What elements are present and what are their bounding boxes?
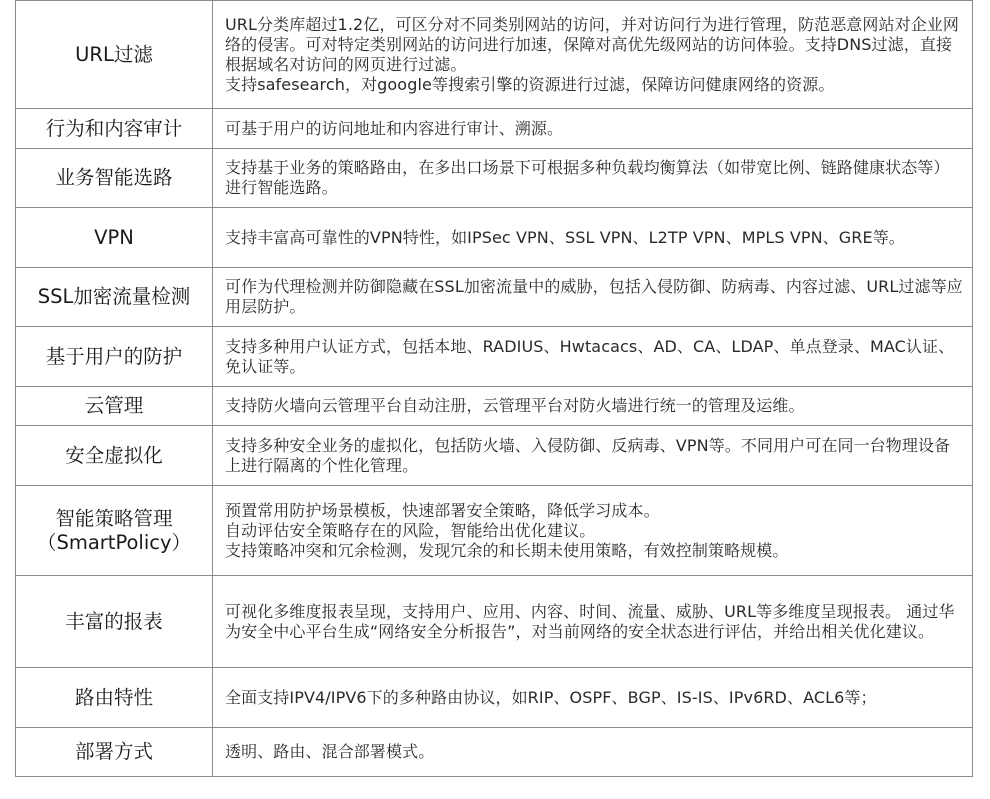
- table-row: [16, 149, 973, 208]
- feature-description-cell: [213, 426, 973, 486]
- table-row: [16, 208, 973, 268]
- table-row: [16, 387, 973, 426]
- feature-name: 行为和内容审计: [45, 116, 183, 140]
- feature-name: SSL加密流量检测: [37, 285, 191, 308]
- feature-name-cell: [16, 149, 213, 208]
- feature-name-cell: [16, 576, 213, 668]
- feature-description: 支持防火墙向云管理平台自动注册，云管理平台对防火墙进行统一的管理及运维。: [225, 396, 805, 415]
- feature-description-cell: [213, 149, 973, 208]
- feature-description-cell: [213, 728, 973, 777]
- feature-description: 预置常用防护场景模板，快速部署安全策略，降低学习成本。: [225, 500, 660, 520]
- table-row: [16, 576, 973, 668]
- feature-name-cell: [16, 268, 213, 327]
- table-row: [16, 728, 973, 777]
- feature-description: 支持多种用户认证方式，包括本地、RADIUS、Hwtacacs、AD、CA、LDAP、单点登录、MAC认证、免认证等。: [225, 336, 955, 376]
- feature-description-cell: [213, 1, 973, 109]
- feature-description: 支持多种安全业务的虚拟化，包括防火墙、入侵防御、反病毒、VPN等。不同用户可在同一台物理设备上进行隔离的个性化管理。: [225, 435, 951, 475]
- feature-description-cell: [213, 327, 973, 387]
- feature-description: 可作为代理检测并防御隐藏在SSL加密流量中的威胁，包括入侵防御、防病毒、内容过滤、URL过滤等应用层防护。: [225, 277, 963, 316]
- feature-description-cell: [213, 486, 973, 576]
- feature-description: 可基于用户的访问地址和内容进行审计、溯源。: [225, 118, 564, 138]
- feature-name: 丰富的报表: [65, 609, 163, 633]
- feature-description-cell: [213, 109, 973, 149]
- table-row: [16, 426, 973, 486]
- feature-name: URL过滤: [75, 42, 153, 66]
- feature-name-cell: [16, 668, 213, 728]
- feature-description: 支持策略冲突和冗余检测，发现冗余的和长期未使用策略，有效控制策略规模。: [225, 540, 789, 560]
- feature-name-cell: [16, 728, 213, 777]
- table-row: [16, 327, 973, 387]
- feature-description-cell: [213, 668, 973, 728]
- feature-description: 支持safesearch，对google等搜索引擎的资源进行过滤，保障访问健康网络的资源。: [225, 74, 835, 94]
- table-row: [16, 486, 973, 576]
- feature-name-cell: [16, 387, 213, 426]
- feature-description-cell: [213, 208, 973, 268]
- feature-description: 自动评估安全策略存在的风险，智能给出优化建议。: [225, 520, 596, 540]
- feature-name: 智能策略管理: [55, 506, 173, 530]
- feature-description-cell: [213, 268, 973, 327]
- feature-description: 透明、路由、混合部署模式。: [225, 742, 435, 761]
- feature-description: 可视化多维度报表呈现，支持用户、应用、内容、时间、流量、威胁、URL等多维度呈现报表。 通过华为安全中心平台生成“网络安全分析报告”，对当前网络的安全状态进行评估，并给出相关优化建议。: [225, 601, 955, 641]
- table-row: [16, 668, 973, 728]
- table-row: [16, 109, 973, 149]
- feature-description: 全面支持IPV4/IPV6下的多种路由协议，如RIP、OSPF、BGP、IS-IS、IPv6RD、ACL6等；: [225, 687, 877, 707]
- feature-name: 路由特性: [74, 685, 153, 709]
- feature-name: 云管理: [84, 394, 144, 417]
- table-row: [16, 1, 973, 109]
- feature-name-cell: [16, 1, 213, 109]
- feature-description-cell: [213, 576, 973, 668]
- feature-description: URL分类库超过1.2亿，可区分对不同类别网站的访问，并对访问行为进行管理，防范恶意网站对企业网络的侵害。可对特定类别网站的访问进行加速，保障对高优先级网站的访问体验。支持DNS过滤，直接根据域名对访问的网页进行过滤。: [225, 14, 959, 74]
- feature-name-cell: [16, 486, 213, 576]
- feature-name: VPN: [94, 225, 134, 249]
- feature-spec-table: [15, 0, 973, 777]
- feature-name-cell: [16, 327, 213, 387]
- feature-name: 基于用户的防护: [45, 344, 183, 368]
- feature-description: 支持丰富高可靠性的VPN特性，如IPSec VPN、SSL VPN、L2TP VPN、MPLS VPN、GRE等。: [225, 227, 905, 247]
- feature-name-cell: [16, 208, 213, 268]
- feature-name-cell: [16, 109, 213, 149]
- feature-name: 业务智能选路: [55, 166, 173, 189]
- feature-name: 部署方式: [74, 740, 153, 763]
- feature-description: 支持基于业务的策略路由，在多出口场景下可根据多种负载均衡算法（如带宽比例、链路健康状态等）进行智能选路。: [225, 158, 950, 197]
- feature-description-cell: [213, 387, 973, 426]
- feature-name-cell: [16, 426, 213, 486]
- feature-name: 安全虚拟化: [65, 443, 163, 467]
- feature-name-subtitle: （SmartPolicy）: [36, 530, 192, 554]
- table-row: [16, 268, 973, 327]
